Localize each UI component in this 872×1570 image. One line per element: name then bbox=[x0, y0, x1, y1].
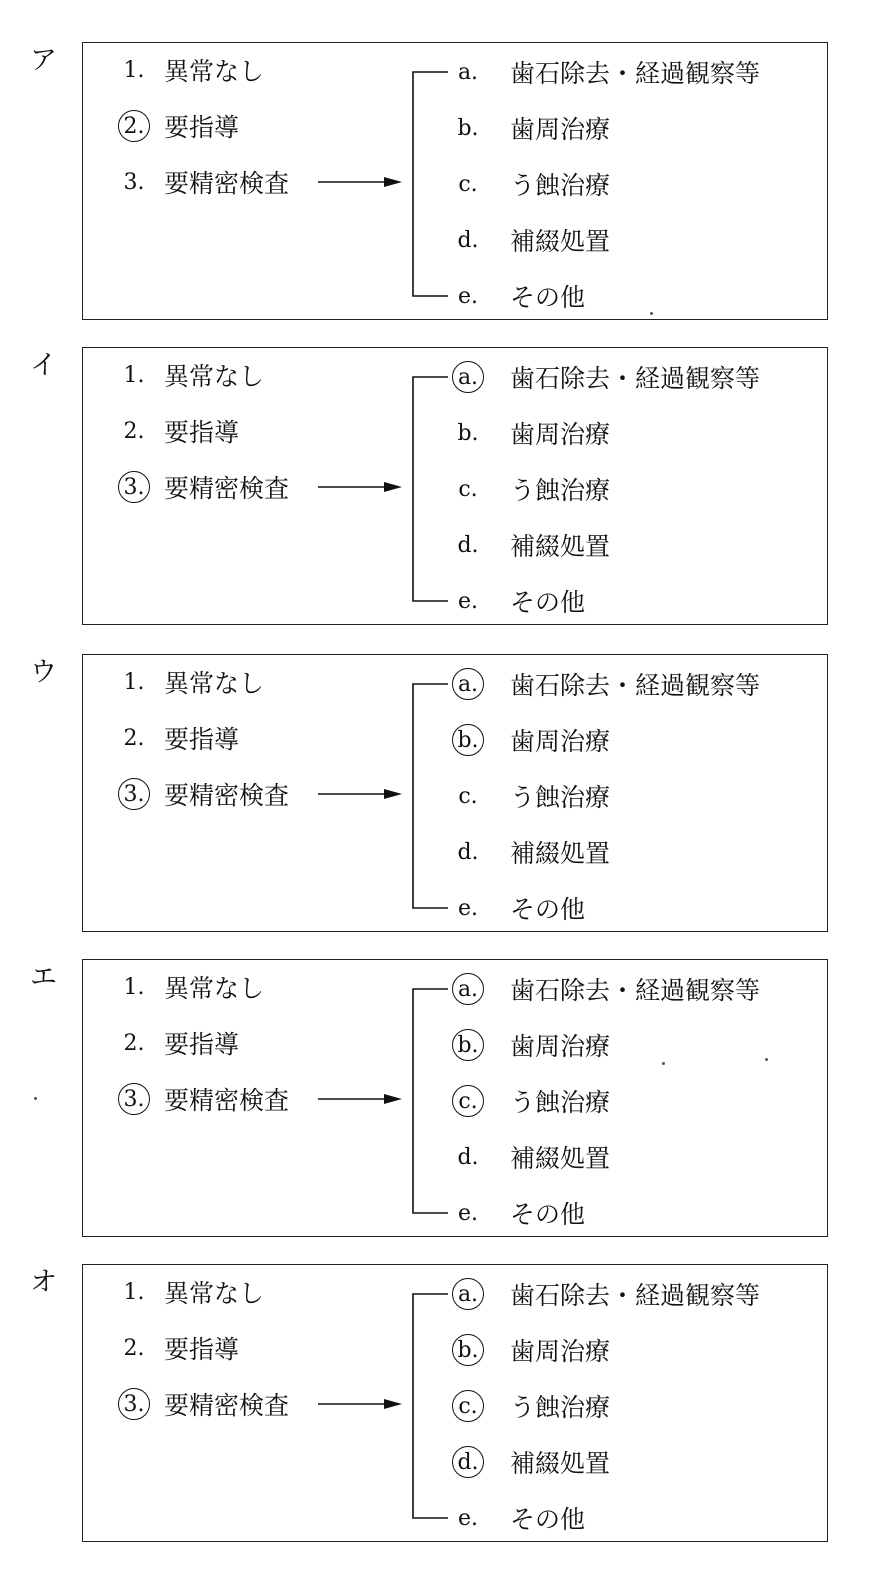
bracket-icon bbox=[408, 682, 450, 910]
circled-marker: d. bbox=[452, 1446, 484, 1478]
item-marker: 2. bbox=[123, 725, 145, 751]
right-item bbox=[452, 1445, 610, 1479]
right-item-text: 補綴処置 bbox=[510, 1144, 611, 1173]
right-item bbox=[452, 472, 610, 506]
scan-speck bbox=[650, 312, 653, 315]
left-item-text: 要精密検査 bbox=[164, 1086, 290, 1115]
answer-option bbox=[0, 654, 872, 934]
right-item-text: 補綴処置 bbox=[510, 839, 611, 868]
circled-marker: c. bbox=[452, 1085, 484, 1117]
bracket-icon bbox=[408, 987, 450, 1215]
circled-marker: 3. bbox=[118, 1083, 150, 1115]
right-item bbox=[452, 779, 610, 813]
right-item bbox=[452, 1501, 585, 1535]
left-item bbox=[118, 1387, 289, 1421]
right-item bbox=[452, 416, 610, 450]
left-item bbox=[118, 414, 239, 448]
bracket-icon bbox=[408, 375, 450, 603]
circled-marker: b. bbox=[452, 1334, 484, 1366]
circled-marker: 3. bbox=[118, 1388, 150, 1420]
arrow-icon bbox=[318, 1397, 402, 1411]
right-item bbox=[452, 972, 760, 1006]
right-item-text: う蝕治療 bbox=[510, 783, 611, 812]
left-item-text: 要精密検査 bbox=[164, 169, 290, 198]
right-item-text: 歯周治療 bbox=[510, 420, 611, 449]
right-item bbox=[452, 1333, 610, 1367]
left-item bbox=[118, 1331, 239, 1365]
left-item-text: 異常なし bbox=[164, 362, 265, 391]
right-item-text: 歯石除去・経過観察等 bbox=[510, 671, 761, 700]
left-item bbox=[118, 53, 264, 87]
circled-marker: c. bbox=[452, 1390, 484, 1422]
scan-speck bbox=[765, 1058, 768, 1061]
right-item bbox=[452, 360, 760, 394]
right-item bbox=[452, 1028, 610, 1062]
right-item bbox=[452, 223, 610, 257]
item-marker: d. bbox=[457, 532, 479, 558]
right-item-text: 歯周治療 bbox=[510, 1032, 611, 1061]
left-item-text: 異常なし bbox=[164, 57, 265, 86]
left-item bbox=[118, 1026, 239, 1060]
right-item-text: 歯石除去・経過観察等 bbox=[510, 976, 761, 1005]
left-item bbox=[118, 777, 289, 811]
right-item-text: う蝕治療 bbox=[510, 1088, 611, 1117]
answer-option bbox=[0, 347, 872, 627]
left-item-text: 要指導 bbox=[164, 113, 240, 142]
right-item-text: その他 bbox=[510, 895, 586, 924]
option-label: オ bbox=[30, 1267, 57, 1298]
right-item bbox=[452, 528, 610, 562]
left-item bbox=[118, 358, 264, 392]
right-item-text: 補綴処置 bbox=[510, 532, 611, 561]
right-item-text: う蝕治療 bbox=[510, 171, 611, 200]
right-item bbox=[452, 835, 610, 869]
right-item bbox=[452, 55, 760, 89]
right-item-text: 補綴処置 bbox=[510, 227, 611, 256]
right-item bbox=[452, 1196, 585, 1230]
bracket-icon bbox=[408, 1292, 450, 1520]
option-label: エ bbox=[30, 962, 57, 993]
left-item bbox=[118, 665, 264, 699]
option-label: イ bbox=[30, 350, 57, 381]
scan-speck bbox=[662, 1062, 665, 1065]
left-item-text: 要指導 bbox=[164, 1335, 240, 1364]
scan-speck bbox=[34, 1097, 37, 1100]
right-item-text: その他 bbox=[510, 1200, 586, 1229]
left-item-text: 要精密検査 bbox=[164, 1391, 290, 1420]
item-marker: d. bbox=[457, 1144, 479, 1170]
item-marker: e. bbox=[457, 895, 478, 921]
right-item-text: 補綴処置 bbox=[510, 1449, 611, 1478]
item-marker: 2. bbox=[123, 1335, 145, 1361]
item-marker: 1. bbox=[123, 669, 145, 695]
right-item-text: 歯石除去・経過観察等 bbox=[510, 364, 761, 393]
right-item-text: 歯周治療 bbox=[510, 727, 611, 756]
option-label: ウ bbox=[30, 657, 57, 688]
item-marker: b. bbox=[457, 115, 479, 141]
right-item-text: その他 bbox=[510, 588, 586, 617]
item-marker: a. bbox=[457, 59, 479, 85]
left-item bbox=[118, 1082, 289, 1116]
item-marker: d. bbox=[457, 839, 479, 865]
item-marker: 1. bbox=[123, 1279, 145, 1305]
left-item-text: 要指導 bbox=[164, 1030, 240, 1059]
answer-option bbox=[0, 42, 872, 322]
item-marker: b. bbox=[457, 420, 479, 446]
arrow-icon bbox=[318, 787, 402, 801]
item-marker: c. bbox=[458, 783, 478, 809]
circled-marker: 2. bbox=[118, 110, 150, 142]
left-item-text: 異常なし bbox=[164, 669, 265, 698]
right-item bbox=[452, 891, 585, 925]
answer-option bbox=[0, 959, 872, 1239]
circled-marker: b. bbox=[452, 724, 484, 756]
circled-marker: 3. bbox=[118, 471, 150, 503]
left-item bbox=[118, 721, 239, 755]
left-item-text: 要指導 bbox=[164, 725, 240, 754]
left-item bbox=[118, 1275, 264, 1309]
right-item-text: う蝕治療 bbox=[510, 1393, 611, 1422]
item-marker: 2. bbox=[123, 418, 145, 444]
right-item bbox=[452, 667, 760, 701]
circled-marker: b. bbox=[452, 1029, 484, 1061]
circled-marker: 3. bbox=[118, 778, 150, 810]
left-item-text: 要精密検査 bbox=[164, 781, 290, 810]
left-item-text: 要指導 bbox=[164, 418, 240, 447]
circled-marker: a. bbox=[452, 973, 484, 1005]
left-item bbox=[118, 970, 264, 1004]
right-item-text: う蝕治療 bbox=[510, 476, 611, 505]
item-marker: e. bbox=[457, 283, 478, 309]
item-marker: d. bbox=[457, 227, 479, 253]
bracket-icon bbox=[408, 70, 450, 298]
item-marker: e. bbox=[457, 1505, 478, 1531]
arrow-icon bbox=[318, 1092, 402, 1106]
right-item bbox=[452, 1277, 760, 1311]
left-item-text: 異常なし bbox=[164, 1279, 265, 1308]
right-item bbox=[452, 723, 610, 757]
item-marker: e. bbox=[457, 588, 478, 614]
right-item bbox=[452, 1140, 610, 1174]
right-item bbox=[452, 584, 585, 618]
circled-marker: a. bbox=[452, 1278, 484, 1310]
right-item-text: 歯石除去・経過観察等 bbox=[510, 59, 761, 88]
circled-marker: a. bbox=[452, 361, 484, 393]
arrow-icon bbox=[318, 480, 402, 494]
item-marker: c. bbox=[458, 171, 478, 197]
right-item-text: その他 bbox=[510, 1505, 586, 1534]
right-item-text: その他 bbox=[510, 283, 586, 312]
item-marker: 1. bbox=[123, 57, 145, 83]
item-marker: 3. bbox=[123, 169, 145, 195]
item-marker: e. bbox=[457, 1200, 478, 1226]
left-item-text: 異常なし bbox=[164, 974, 265, 1003]
item-marker: c. bbox=[458, 476, 478, 502]
answer-option bbox=[0, 1264, 872, 1544]
right-item bbox=[452, 111, 610, 145]
right-item bbox=[452, 279, 585, 313]
arrow-icon bbox=[318, 175, 402, 189]
right-item bbox=[452, 1084, 610, 1118]
left-item bbox=[118, 165, 289, 199]
right-item bbox=[452, 167, 610, 201]
right-item-text: 歯石除去・経過観察等 bbox=[510, 1281, 761, 1310]
item-marker: 1. bbox=[123, 362, 145, 388]
left-item bbox=[118, 109, 239, 143]
right-item-text: 歯周治療 bbox=[510, 115, 611, 144]
right-item-text: 歯周治療 bbox=[510, 1337, 611, 1366]
left-item bbox=[118, 470, 289, 504]
circled-marker: a. bbox=[452, 668, 484, 700]
item-marker: 2. bbox=[123, 1030, 145, 1056]
right-item bbox=[452, 1389, 610, 1423]
left-item-text: 要精密検査 bbox=[164, 474, 290, 503]
option-label: ア bbox=[30, 45, 57, 76]
item-marker: 1. bbox=[123, 974, 145, 1000]
